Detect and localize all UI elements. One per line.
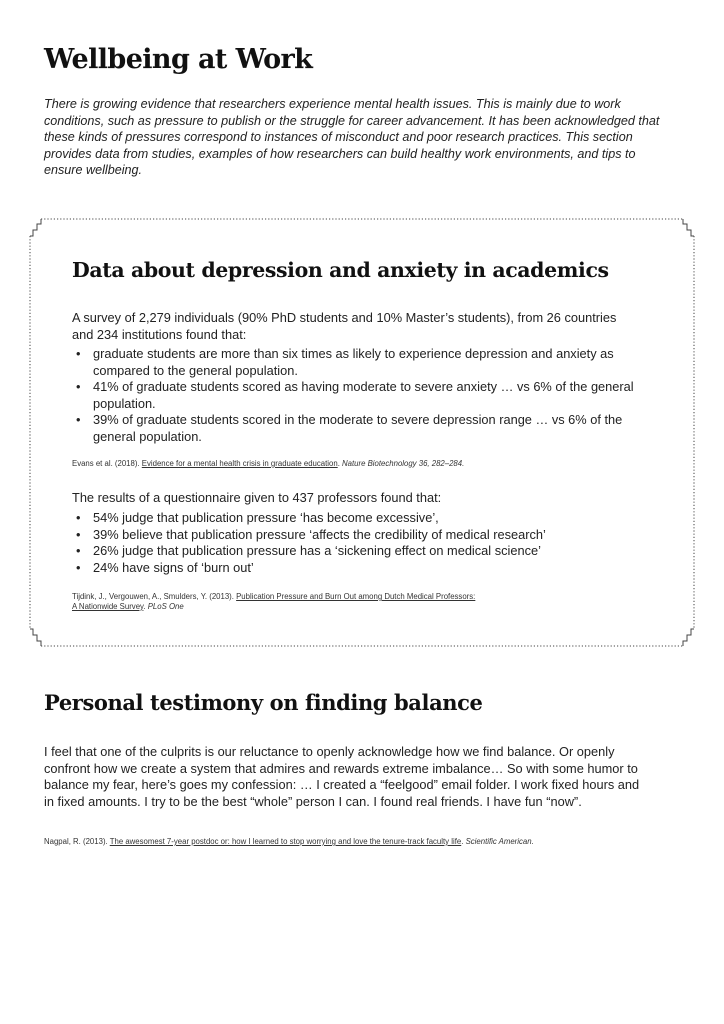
testimony-title: Personal testimony on finding balance: [44, 690, 483, 715]
list-item: • 39% believe that publication pressure ‘affects the credibility of medical research’: [76, 526, 546, 542]
bullet-dot-icon: •: [76, 559, 81, 575]
bullet-dot-icon: •: [76, 346, 81, 361]
citation-link[interactable]: The awesomest 7-year postdoc or: how I learned to stop worrying and love the tenure-track faculty life: [109, 837, 462, 846]
citation-tijdink: Tijdink, J., Vergouwen, A., Smulders, Y. (2013). Publication Pressure and Burn Out among Dutch Medical Professors: A Nationwide Survey. PLoS One: [72, 592, 476, 611]
list-item: • 39% of graduate students scored in the moderate to severe depression range … vs 6% of the general population.: [76, 412, 623, 444]
citation-link[interactable]: Publication Pressure and Burn Out among Dutch Medical Professors:: [236, 592, 476, 601]
list-item: • 41% of graduate students scored as having moderate to severe anxiety … vs 6% of the general population.: [76, 379, 634, 411]
list-item: • 24% have signs of ‘burn out’: [76, 559, 254, 575]
bullet-dot-icon: •: [76, 543, 81, 558]
survey1-intro: A survey of 2,279 individuals (90% PhD students and 10% Master’s students), from 26 countries and 234 institutions found that:: [72, 310, 617, 342]
list-item: • 54% judge that publication pressure ‘has become excessive’,: [76, 510, 439, 525]
bullet-dot-icon: •: [76, 526, 81, 542]
citation-link[interactable]: Evidence for a mental health crisis in graduate education: [141, 459, 338, 468]
citation-link[interactable]: A Nationwide Survey: [72, 602, 144, 611]
bullet-dot-icon: •: [76, 379, 81, 394]
list-item: • graduate students are more than six times as likely to experience depression and anxiety as compared to the general population.: [76, 346, 614, 378]
list-item: • 26% judge that publication pressure has a ‘sickening effect on medical science’: [76, 543, 541, 558]
intro-paragraph: There is growing evidence that researchers experience mental health issues. This is mainly due to work conditions, such as pressure to publish or the struggle for career advancement. It has been acknowledged that these kinds of pressures correspond to instances of misconduct and poor research practices. This section provides data from studies, examples of how researchers can build healthy work environments, and tips to ensure wellbeing.: [44, 97, 660, 178]
survey2-bullet-list: [72, 510, 642, 576]
bullet-dot-icon: •: [76, 510, 81, 525]
citation-evans: Evans et al. (2018). Evidence for a mental health crisis in graduate education. Nature Biotechnology 36, 282–284.: [72, 459, 465, 468]
survey2-intro: The results of a questionnaire given to 437 professors found that:: [72, 490, 442, 505]
page-title: Wellbeing at Work: [44, 44, 313, 75]
data-box-title: Data about depression and anxiety in academics: [72, 258, 609, 282]
survey1-bullet-list: [72, 346, 642, 445]
bullet-dot-icon: •: [76, 412, 81, 427]
citation-nagpal: Nagpal, R. (2013). The awesomest 7-year postdoc or: how I learned to stop worrying and love the tenure-track faculty life. Scientific American.: [44, 837, 534, 846]
testimony-body: I feel that one of the culprits is our reluctance to openly acknowledge how we find balance. Or openly confront how we create a system that admires and rewards extreme imbalance… So with some humor to balance my fear, here’s goes my confession: … I created a “feelgood” email folder. I work fixed hours and in fixed amounts. I try to be the best “whole” person I can. I found real friends. I have fun “now”.: [44, 744, 640, 809]
